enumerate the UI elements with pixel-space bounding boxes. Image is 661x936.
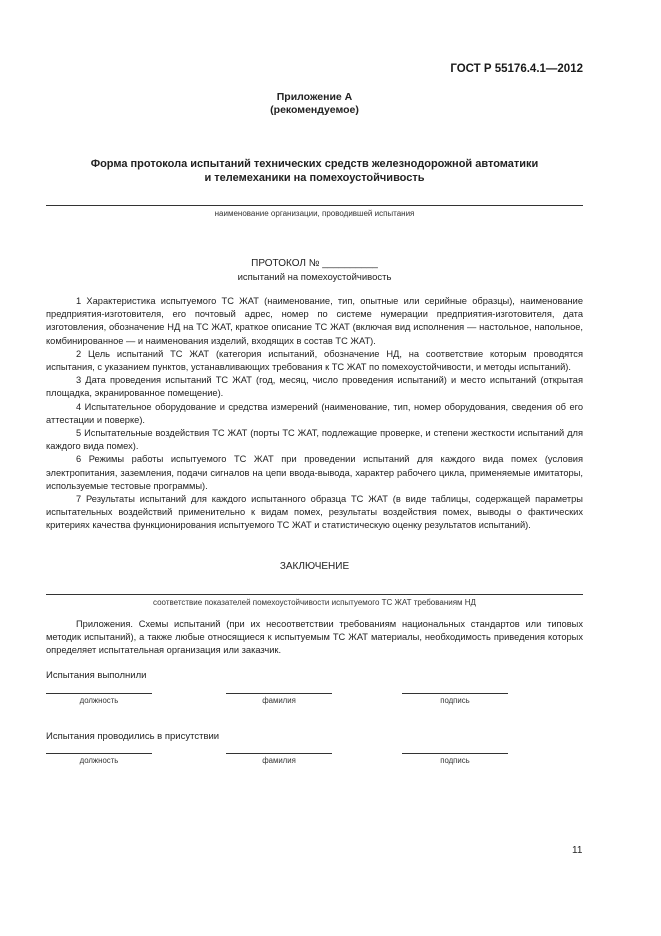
form-title-line1: Форма протокола испытаний технических средств железнодорожной автоматики <box>90 158 539 170</box>
performed-signature-caption: подпись <box>440 696 470 705</box>
performed-surname-caption: фамилия <box>262 696 296 705</box>
witnessed-position-caption: должность <box>79 756 119 765</box>
appendix-note <box>46 618 583 658</box>
performed-position-line <box>46 693 152 694</box>
paragraph-4: 4 Испытательное оборудование и средства измерений (наименование, тип, номер оборудования, сведения об его аттестации и поверке). <box>46 401 583 425</box>
performed-heading: Испытания выполнили <box>46 670 147 681</box>
witnessed-surname-caption: фамилия <box>262 756 296 765</box>
org-name-caption: наименование организации, проводившей испытания <box>214 209 415 218</box>
conclusion-caption: соответствие показателей помехоустойчивости испытуемого ТС ЖАТ требованиям НД <box>153 598 476 607</box>
paragraph-5: 5 Испытательные воздействия ТС ЖАТ (порты ТС ЖАТ, подлежащие проверке, и степени жесткости испытаний для каждого вида помех). <box>46 428 583 452</box>
witnessed-surname-line <box>226 753 332 754</box>
witnessed-signature-line <box>402 753 508 754</box>
witnessed-signature-caption: подпись <box>440 756 470 765</box>
performed-surname-line <box>226 693 332 694</box>
form-title-line2: и телемеханики на помехоустойчивость <box>204 172 425 184</box>
protocol-contents <box>46 295 583 533</box>
performed-signature-line <box>402 693 508 694</box>
protocol-title: ПРОТОКОЛ № __________ <box>251 258 378 269</box>
paragraph-1: 1 Характеристика испытуемого ТС ЖАТ (наименование, тип, опытные или серийные образцы), наименование предприятия-изготовителя, его почтовый адрес, номер по системе нумерации предприятия-изготовителя, дата изготовления, обозначение НД на ТС ЖАТ, краткое описание ТС ЖАТ (включая вид исполнения — настольное, напольное, комбинированное — и наименования изделий, входящих в состав ТС ЖАТ). <box>46 296 583 346</box>
annex-title: Приложение А <box>276 91 353 103</box>
paragraph-7: 7 Результаты испытаний для каждого испытанного образца ТС ЖАТ (в виде таблицы, содержащей параметры испытательных воздействий применительно к видам помех, результаты воздействия помех, выводы о фактических критериях качества функционирования испытуемого ТС ЖАТ и статистическую оценку результатов испытаний). <box>46 494 583 531</box>
witnessed-heading: Испытания проводились в присутствии <box>46 731 220 742</box>
performed-position-caption: должность <box>79 696 119 705</box>
org-name-line <box>46 205 583 206</box>
paragraph-6: 6 Режимы работы испытуемого ТС ЖАТ при проведении испытаний для каждого вида помех (условия электропитания, заземления, подачи сигналов на цепи ввода-вывода, характер рабочего цикла, применяемые имитаторы, используемые тестовые программы). <box>46 454 583 491</box>
witnessed-position-line <box>46 753 152 754</box>
page-number: 11 <box>572 845 583 856</box>
appendix-note-text: Приложения. Схемы испытаний (при их несоответствии требованиям национальных стандартов или типовых методик испытаний), а также любые относящиеся к испытуемым ТС ЖАТ материалы, необходимость приведения которых определяет испытательная организация или заказчик. <box>46 619 583 656</box>
conclusion-line <box>46 594 583 595</box>
paragraph-3: 3 Дата проведения испытаний ТС ЖАТ (год, месяц, число проведения испытаний) и место испытаний (открытая площадка, экранированное помещение). <box>46 375 583 399</box>
standard-number: ГОСТ Р 55176.4.1—2012 <box>450 63 583 75</box>
conclusion-title: ЗАКЛЮЧЕНИЕ <box>279 561 350 572</box>
protocol-subtitle: испытаний на помехоустойчивость <box>237 272 392 283</box>
annex-subtitle: (рекомендуемое) <box>270 104 359 116</box>
paragraph-2: 2 Цель испытаний ТС ЖАТ (категория испытаний, обозначение НД, на соответствие которым проводятся испытания, с указанием пунктов, устанавливающих требования к ТС ЖАТ по помехоустойчивости, и методы испытаний). <box>46 348 583 373</box>
